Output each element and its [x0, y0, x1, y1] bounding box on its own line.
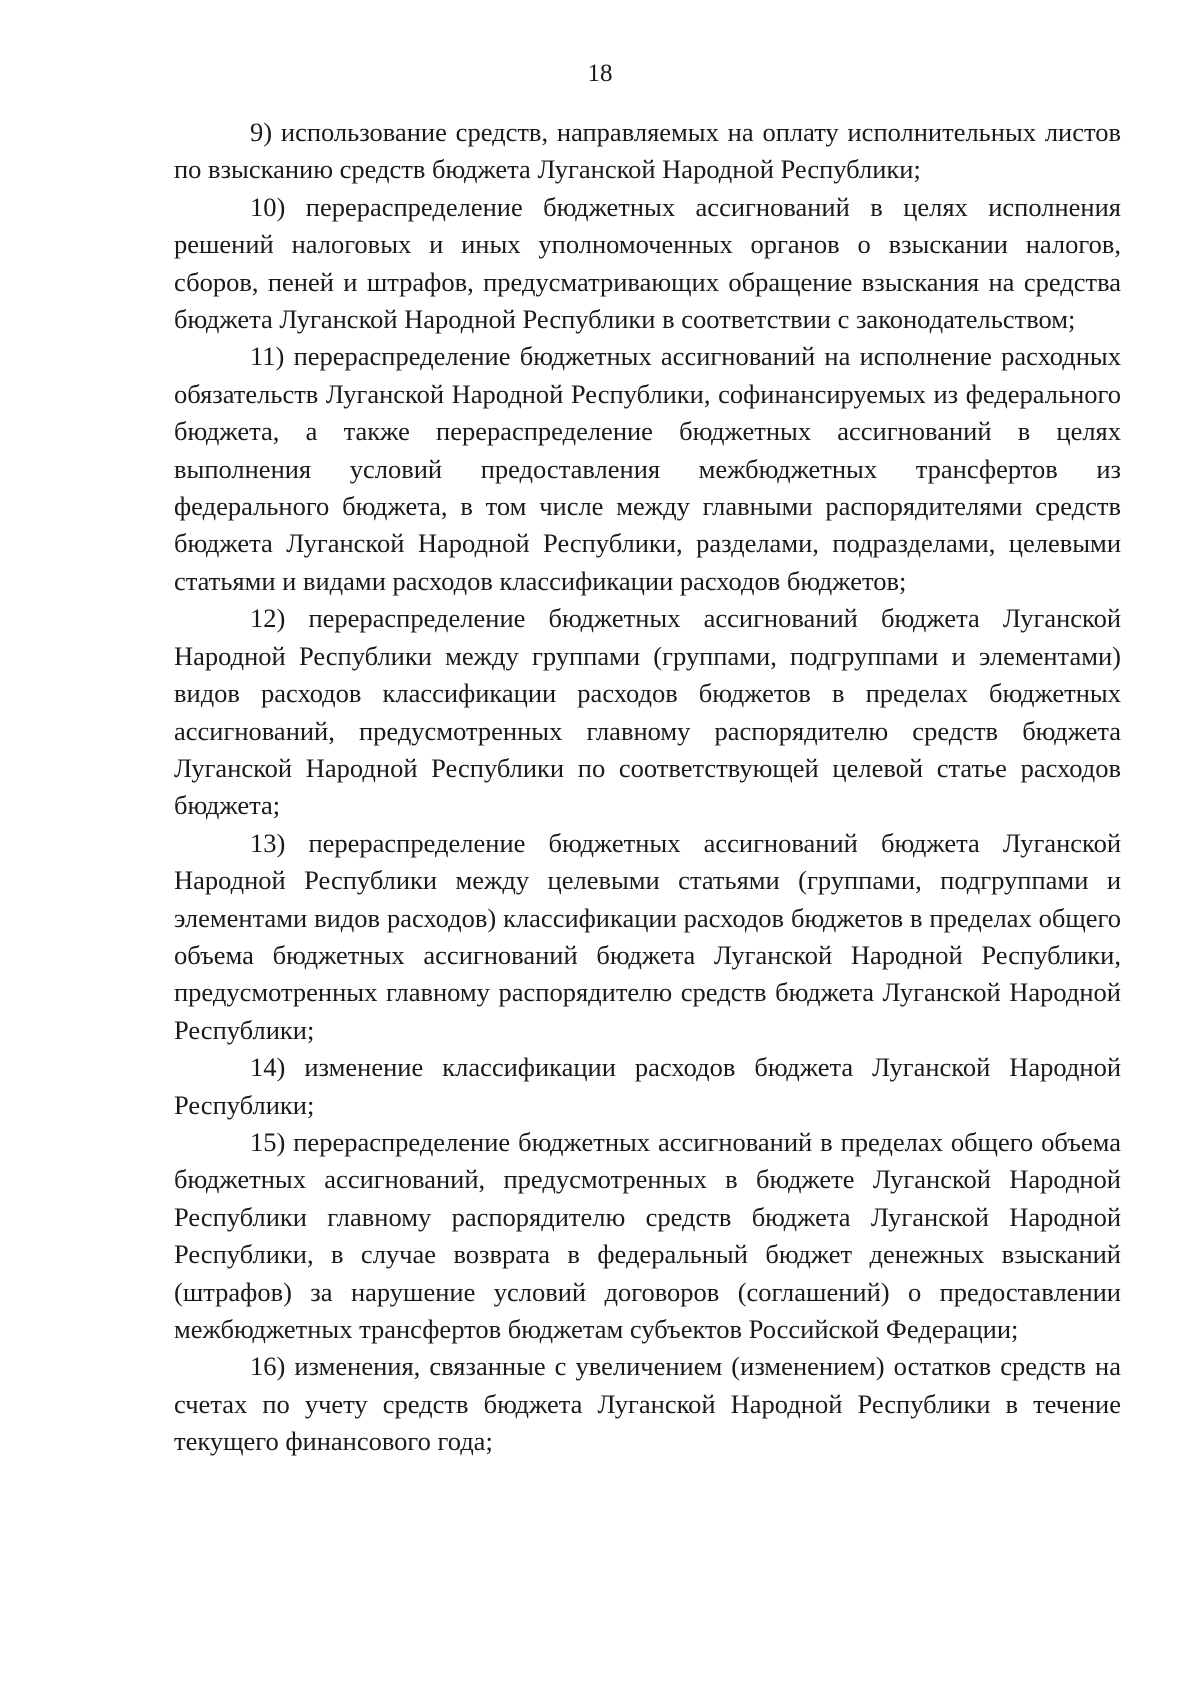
paragraph-item-14: 14) изменение классификации расходов бюджета Луганской Народной Республики;	[174, 1052, 1121, 1120]
paragraph-item-16: 16) изменения, связанные с увеличением (изменением) остатков средств на счетах по учету средств бюджета Луганской Народной Республики в течение текущего финансового года;	[174, 1351, 1121, 1457]
paragraph-item-15: 15) перераспределение бюджетных ассигнований в пределах общего объема бюджетных ассигнований, предусмотренных в бюджете Луганской Народной Республики главному распорядителю средств бюджета Луганской Народной Республики, в случае возврата в федеральный бюджет денежных взысканий (штрафов) за нарушение условий договоров (соглашений) о предоставлении межбюджетных трансфертов бюджетам субъектов Российской Федерации;	[174, 1126, 1121, 1344]
paragraph-item-12: 12) перераспределение бюджетных ассигнований бюджета Луганской Народной Республики между группами (группами, подгруппами и элементами) видов расходов классификации расходов бюджетов в пределах бюджетных ассигнований, предусмотренных главному распорядителю средств бюджета Луганской Народной Республики по соответствующей целевой статье расходов бюджета;	[174, 603, 1121, 821]
paragraph-item-9: 9) использование средств, направляемых на оплату исполнительных листов по взысканию средств бюджета Луганской Народной Республики;	[174, 117, 1121, 185]
paragraph-item-10: 10) перераспределение бюджетных ассигнований в целях исполнения решений налоговых и иных уполномоченных органов о взыскании налогов, сборов, пеней и штрафов, предусматривающих обращение взыскания на средства бюджета Луганской Народной Республики в соответствии с законодательством;	[174, 191, 1121, 335]
paragraph-item-11: 11) перераспределение бюджетных ассигнований на исполнение расходных обязательств Луганской Народной Республики, софинансируемых из федерального бюджета, а также перераспределение бюджетных ассигнований в целях выполнения условий предоставления межбюджетных трансфертов из федерального бюджета, в том числе между главными распорядителями средств бюджета Луганской Народной Республики, разделами, подразделами, целевыми статьями и видами расходов классификации расходов бюджетов;	[174, 341, 1121, 596]
paragraph-item-13: 13) перераспределение бюджетных ассигнований бюджета Луганской Народной Республики между целевыми статьями (группами, подгруппами и элементами видов расходов) классификации расходов бюджетов в пределах общего объема бюджетных ассигнований бюджета Луганской Народной Республики, предусмотренных главному распорядителю средств бюджета Луганской Народной Республики;	[174, 827, 1121, 1045]
document-body	[174, 114, 1121, 1461]
page-number: 18	[587, 60, 613, 87]
